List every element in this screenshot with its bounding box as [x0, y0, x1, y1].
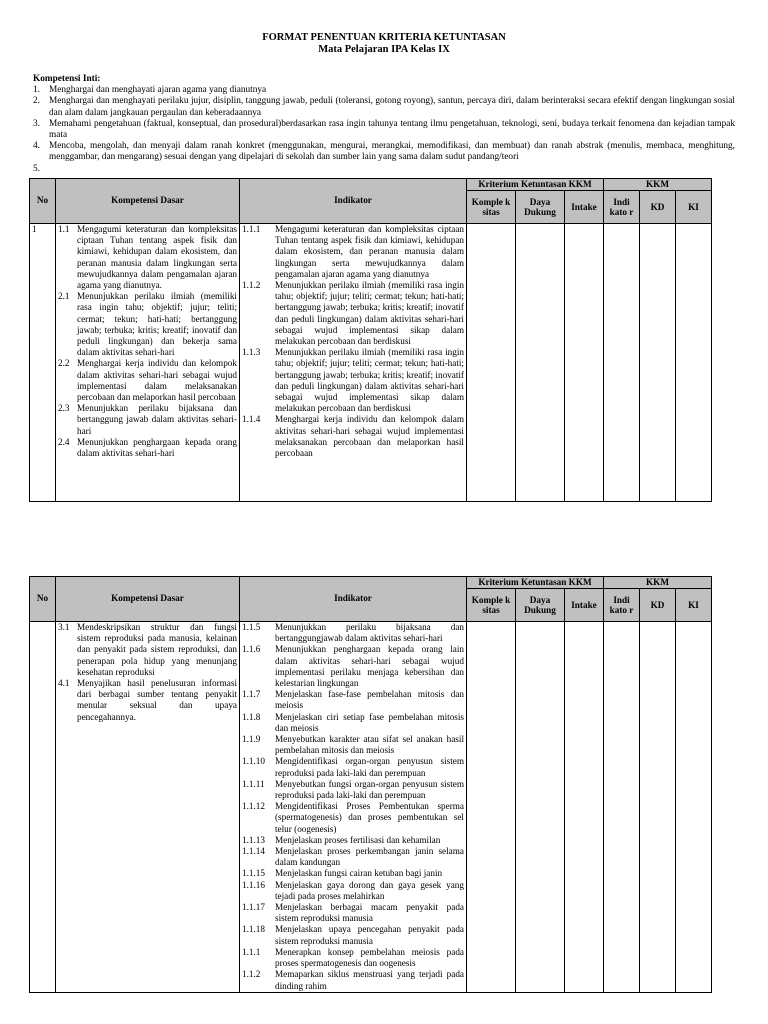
indikator-item: [242, 969, 464, 991]
indikator-code: 1.1.1: [242, 946, 261, 957]
ki-short-header: KI: [676, 191, 712, 224]
ki-text: [49, 164, 735, 175]
ki-number: 4.: [33, 141, 40, 152]
document-subtitle: Mata Pelajaran IPA Kelas IX: [318, 44, 450, 55]
document-title: FORMAT PENENTUAN KRITERIA KETUNTASAN: [262, 32, 506, 43]
indikator-text: Menerapkan konsep pembelahan meiosis pada proses spermatogenesis dan oogenesis: [275, 946, 464, 969]
daya-dukung-cell[interactable]: [516, 224, 565, 502]
kd-item: [58, 291, 237, 358]
ki-item: [33, 96, 735, 118]
intake-header: Intake: [565, 191, 604, 224]
ki-text: Memahami pengetahuan (faktual, konseptual, dan prosedural)berdasarkan rasa ingin tahunya tentang ilmu pengetahuan, teknologi, seni, budaya terkait fenomena dan kejadian tampak mata: [49, 118, 735, 141]
kd-item: [58, 358, 237, 403]
kd-item: [58, 403, 237, 437]
daya-dukung-header: Daya Dukung: [516, 191, 565, 224]
indikator-cell: [240, 224, 467, 502]
indikator-text: Mengidentifikasi Proses Pembentukan sperma (spermatogenesis) dan proses pembentukan sel telur (oogenesis): [275, 801, 464, 834]
indikator-text: Menjelaskan gaya dorong dan gaya gesek yang tejadi pada proses melahirkan: [275, 879, 464, 901]
indikator-cell: [240, 622, 467, 993]
indikator-code: 1.1.1: [242, 224, 261, 234]
indikator-item: [242, 880, 464, 902]
indikator-item: [242, 835, 464, 846]
indikator-code: 1.1.16: [242, 879, 265, 890]
kd-item: [58, 678, 237, 723]
row-number: [30, 622, 56, 993]
indikator-text: Menjelaskan fungsi cairan ketuban bagi janin: [275, 868, 443, 879]
kd-cell: [56, 224, 240, 502]
indikator-item: [242, 347, 464, 414]
indikator-item: [242, 622, 464, 644]
kd-item: [58, 622, 237, 678]
indikator-item: [242, 801, 464, 835]
indikator-code: 1.1.2: [242, 969, 261, 980]
col-indikator-header: Indikator: [240, 179, 467, 224]
kd-code: 2.3: [58, 403, 70, 414]
indikator-code: 1.1.10: [242, 756, 265, 767]
indikator-item: [242, 868, 464, 879]
indikator-text: Menunjukkan penghargaan kepada orang lain dalam aktivitas sehari-hari sebagai wujud implementasi perilaku menjaga kebersihan dan kelestarian lingkungan: [275, 644, 464, 689]
indikator-text: Menyebutkan fungsi organ-organ penyusun sistem reproduksi pada laki-laki dan perempuan: [275, 778, 464, 801]
indikator-code: 1.1.12: [242, 801, 265, 812]
indikator-text: Menjelaskan fase-fase pembelahan mitosis dan meiosis: [275, 689, 464, 711]
col-no-header: No: [30, 577, 56, 622]
kkm-table-1: [29, 178, 712, 502]
kd-item: [58, 224, 237, 291]
kompleksitas-header: Komple k sitas: [467, 589, 516, 622]
kkm-header: KKM: [604, 577, 712, 589]
indikator-item: [242, 280, 464, 347]
indikator-code: 1.1.2: [242, 280, 261, 291]
indikator-text: Menjelaskan upaya pencegahan penyakit pada sistem reproduksi manusia: [275, 924, 464, 946]
kkm-header: KKM: [604, 179, 712, 191]
indikator-text: Menghargai kerja individu dan kelompok dalam aktivitas sehari-hari sebagai wujud implementasi melaksanakan percobaan dan melaporkan hasil percobaan: [275, 414, 464, 459]
kd-code: 2.1: [58, 291, 70, 302]
kompleksitas-header: Komple k sitas: [467, 191, 516, 224]
indikator-item: [242, 924, 464, 946]
kd-text: Menyajikan hasil penelusuran informasi dari berbagai sumber tentang penyakit menular seksual dan upaya pencegahannya.: [77, 678, 237, 722]
intake-header: Intake: [565, 589, 604, 622]
kompetensi-inti-heading: Kompetensi Inti:: [33, 74, 101, 84]
kkm-indikator-cell[interactable]: [604, 622, 640, 993]
kd-text: Menghargai kerja individu dan kelompok dalam aktivitas sehari-hari sebagai wujud implementasi dalam melaksanakan percobaan dan melaporkan hasil percobaan: [77, 358, 237, 403]
ki-item: [33, 164, 735, 175]
kd-code: 2.4: [58, 436, 70, 447]
col-kd-header: Kompetensi Dasar: [56, 577, 240, 622]
kkm-ki-cell[interactable]: [676, 224, 712, 502]
kompleksitas-cell[interactable]: [467, 622, 516, 993]
kd-text: Mengagumi keteraturan dan kompleksitas ciptaan Tuhan tentang aspek fisik dan kimiawi, kehidupan dalam ekosistem, dan peranan manusia dalam lingkungan serta mewujudkannya dalam pengamalan ajaran agama yang dianutnya.: [77, 224, 237, 291]
kd-code: 3.1: [58, 622, 70, 632]
kkm-ki-cell[interactable]: [676, 622, 712, 993]
ki-number: 2.: [33, 96, 40, 107]
kd-code: 1.1: [58, 224, 70, 234]
kd-text: Menunjukkan perilaku bijaksana dan bertanggung jawab dalam aktivitas sehari-hari: [77, 403, 237, 436]
indikator-text: Menjelaskan berbagai macam penyakit pada sistem reproduksi manusia: [275, 902, 464, 924]
kd-text: Mendeskripsikan struktur dan fungsi sistem reproduksi pada manusia, kelainan dan penyakit pada sistem reproduksi, dan penerapan pola hidup yang menunjang kesehatan reproduksi: [77, 622, 237, 677]
row-number: 1: [30, 224, 56, 502]
indikator-text: Menjelaskan proses fertilisasi dan kehamilan: [275, 834, 441, 845]
indikator-short-header: Indi kato r: [604, 191, 640, 224]
indikator-item: [242, 947, 464, 969]
kd-item: [58, 437, 237, 459]
indikator-code: 1.1.17: [242, 902, 265, 913]
table-row: [30, 622, 712, 993]
col-indikator-header: Indikator: [240, 577, 467, 622]
daya-dukung-header: Daya Dukung: [516, 589, 565, 622]
kkm-indikator-cell[interactable]: [604, 224, 640, 502]
ki-item: [33, 141, 735, 163]
indikator-code: 1.1.18: [242, 924, 265, 935]
indikator-code: 1.1.5: [242, 622, 261, 632]
intake-cell[interactable]: [565, 224, 604, 502]
kd-text: Menunjukkan perilaku ilmiah (memiliki rasa ingin tahu; objektif; jujur; teliti; cermat; tekun; hati-hati; bertanggung jawab; terbuka; kritis; kreatif; inovatif dan peduli lingkungan) dan bekerja sama dalam aktivitas sehari-hari: [77, 291, 237, 358]
indikator-code: 1.1.11: [242, 778, 265, 789]
col-no-header: No: [30, 179, 56, 224]
ki-number: 3.: [33, 118, 40, 129]
indikator-text: Menunjukkan perilaku ilmiah (memiliki rasa ingin tahu; objektif; jujur; teliti; cermat; tekun; hati-hati; bertanggung jawab; terbuka; kritis; kreatif; inovatif dan peduli lingkungan) dalam aktivitas sehari-hari sebagai wujud implementasi sikap dalam melakukan percobaan dan berdiskusi: [275, 347, 464, 414]
ki-item: [33, 85, 735, 96]
indikator-text: Menunjukkan perilaku bijaksana dan bertanggungjawab dalam aktivitas sehari-hari: [275, 622, 464, 644]
indikator-code: 1.1.7: [242, 689, 261, 700]
indikator-code: 1.1.8: [242, 711, 261, 722]
indikator-text: Menjelaskan proses perkembangan janin selama dalam kandungan: [275, 846, 464, 868]
indikator-item: [242, 644, 464, 689]
kd-code: 2.2: [58, 358, 70, 369]
indikator-item: [242, 712, 464, 734]
kkm-kd-cell[interactable]: [640, 622, 676, 993]
kriterium-header: Kriterium Ketuntasan KKM: [467, 577, 604, 589]
kompetensi-inti-section: [33, 74, 735, 175]
kd-short-header: KD: [640, 589, 676, 622]
kkm-table-2: [29, 576, 712, 993]
kkm-kd-cell[interactable]: [640, 224, 676, 502]
kd-code: 4.1: [58, 678, 70, 689]
indikator-item: [242, 689, 464, 711]
indikator-code: 1.1.4: [242, 414, 261, 425]
indikator-item: [242, 846, 464, 868]
indikator-text: Mengidentifikasi organ-organ penyusun sistem reproduksi pada laki-laki dan perempuan: [275, 756, 464, 778]
indikator-item: [242, 734, 464, 756]
indikator-item: [242, 756, 464, 778]
indikator-text: Menunjukkan perilaku ilmiah (memiliki rasa ingin tahu; objektif; jujur; teliti; cermat; tekun; hati-hati; bertanggung jawab; terbuka; kritis; kreatif; inovatif dan peduli lingkungan) dalam aktivitas sehari-hari sebagai wujud implementasi sikap dalam melakukan percobaan dan berdiskusi: [275, 280, 464, 347]
indikator-code: 1.1.13: [242, 834, 265, 845]
indikator-text: Memaparkan siklus menstruasi yang terjadi pada dinding rahim: [275, 969, 464, 991]
indikator-short-header: Indi kato r: [604, 589, 640, 622]
kriterium-header: Kriterium Ketuntasan KKM: [467, 179, 604, 191]
ki-text: Menghargai dan menghayati perilaku jujur, disiplin, tanggung jawab, peduli (toleransi, gotong royong), santun, percaya diri, dalam berinteraksi secara efektif dengan lingkungan sosial dan alam dalam jangkauan pergaulan dan keberadaannya: [49, 96, 735, 118]
ki-number: 1.: [33, 85, 40, 96]
indikator-item: [242, 779, 464, 801]
indikator-text: Menjelaskan ciri setiap fase pembelahan mitosis dan meiosis: [275, 711, 464, 733]
ki-text: Mencoba, mengolah, dan menyaji dalam ranah konkret (menggunakan, mengurai, merangkai, memodifikasi, dan membuat) dan ranah abstrak (menulis, membaca, menghitung, menggambar, dan mengarang) sesuai dengan yang dipelajari di sekolah dan sumber lain yang sama dalam sudut pandang/teori: [49, 141, 735, 163]
kompleksitas-cell[interactable]: [467, 224, 516, 502]
indikator-item: [242, 902, 464, 924]
ki-text: Menghargai dan menghayati ajaran agama yang dianutnya: [49, 85, 267, 96]
kd-cell: [56, 622, 240, 993]
ki-item: [33, 119, 735, 141]
indikator-item: [242, 224, 464, 280]
kd-short-header: KD: [640, 191, 676, 224]
indikator-code: 1.1.9: [242, 734, 261, 745]
indikator-code: 1.1.6: [242, 644, 261, 655]
indikator-code: 1.1.3: [242, 347, 261, 358]
daya-dukung-cell[interactable]: [516, 622, 565, 993]
ki-short-header: KI: [676, 589, 712, 622]
kd-text: Menunjukkan penghargaan kepada orang dalam aktivitas sehari-hari: [77, 436, 237, 459]
indikator-text: Mengagumi keteraturan dan kompleksitas ciptaan Tuhan tentang aspek fisik dan kimiawi, kehidupan dalam ekosistem, dan peranan manusia dalam lingkungan serta mewujudkannya dalam pengamalan ajaran agama yang dianutnya: [275, 224, 464, 279]
indikator-code: 1.1.15: [242, 868, 265, 879]
intake-cell[interactable]: [565, 622, 604, 993]
table-row: [30, 224, 712, 502]
ki-number: 5.: [33, 163, 40, 174]
indikator-text: Menyebutkan karakter atau sifat sel anakan hasil pembelahan mitosis dan meiosis: [275, 734, 464, 756]
indikator-code: 1.1.14: [242, 846, 265, 857]
col-kd-header: Kompetensi Dasar: [56, 179, 240, 224]
indikator-item: [242, 414, 464, 459]
